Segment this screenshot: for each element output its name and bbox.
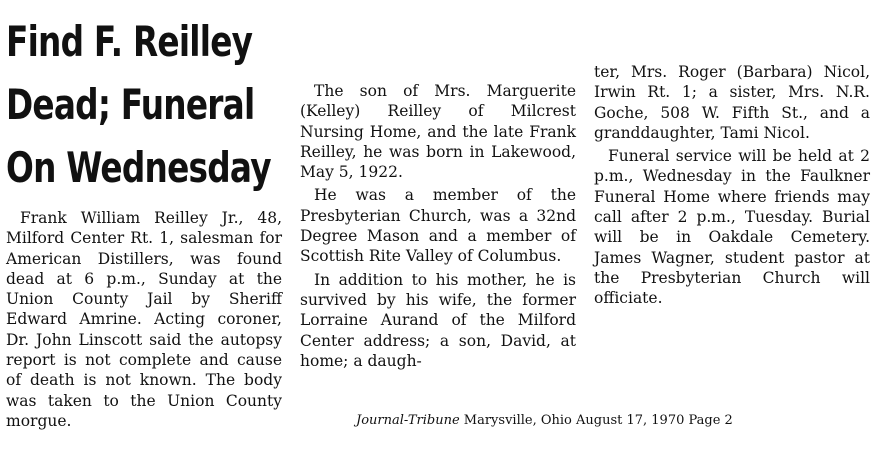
article-column-1 [6,208,282,431]
column-1-paragraph-1: Frank William Reilley Jr., 48, Milford Center Rt. 1, salesman for American Distillers, was found dead at 6 p.m., Sunday at the Union County Jail by Sheriff Edward Amrine. Acting coroner, Dr. John Linscott said the autopsy report is not complete and cause of death is not known. The body was taken to the Union County morgue. [6,209,282,430]
publication-details: Marysville, Ohio August 17, 1970 Page 2 [463,413,733,428]
column-2-paragraph-2: He was a member of the Presbyterian Church, was a 32nd Degree Mason and a member of Scottish Rite Valley of Columbus. [300,186,576,266]
column-3-paragraph-2: Funeral service will be held at 2 p.m., Wednesday in the Faulkner Funeral Home where friends may call after 2 p.m., Tuesday. Burial will be in Oakdale Cemetery. James Wagner, student pastor at the Presbyterian Church will officiate. [594,147,870,308]
column-2-paragraph-3: In addition to his mother, he is survived by his wife, the former Lorraine Aurand of the Milford Center address; a son, David, at home; a daugh- [300,270,576,370]
article-column-3 [594,62,870,309]
headline [6,10,271,199]
headline-line-1: Find F. Reilley [6,17,253,66]
newspaper-name: Journal-Tribune [356,413,460,428]
headline-line-2: Dead; Funeral [6,80,255,129]
source-credit [356,413,733,428]
column-2-paragraph-1: The son of Mrs. Marguerite (Kelley) Reilley of Milcrest Nursing Home, and the late Frank Reilley, he was born in Lakewood, May 5, 1922. [300,82,576,182]
headline-line-3: On Wednesday [6,143,271,192]
column-3-paragraph-1: ter, Mrs. Roger (Barbara) Nicol, Irwin Rt. 1; a sister, Mrs. N.R. Goche, 508 W. Fifth St., and a granddaughter, Tami Nicol. [594,63,870,142]
article-column-2 [300,81,576,371]
